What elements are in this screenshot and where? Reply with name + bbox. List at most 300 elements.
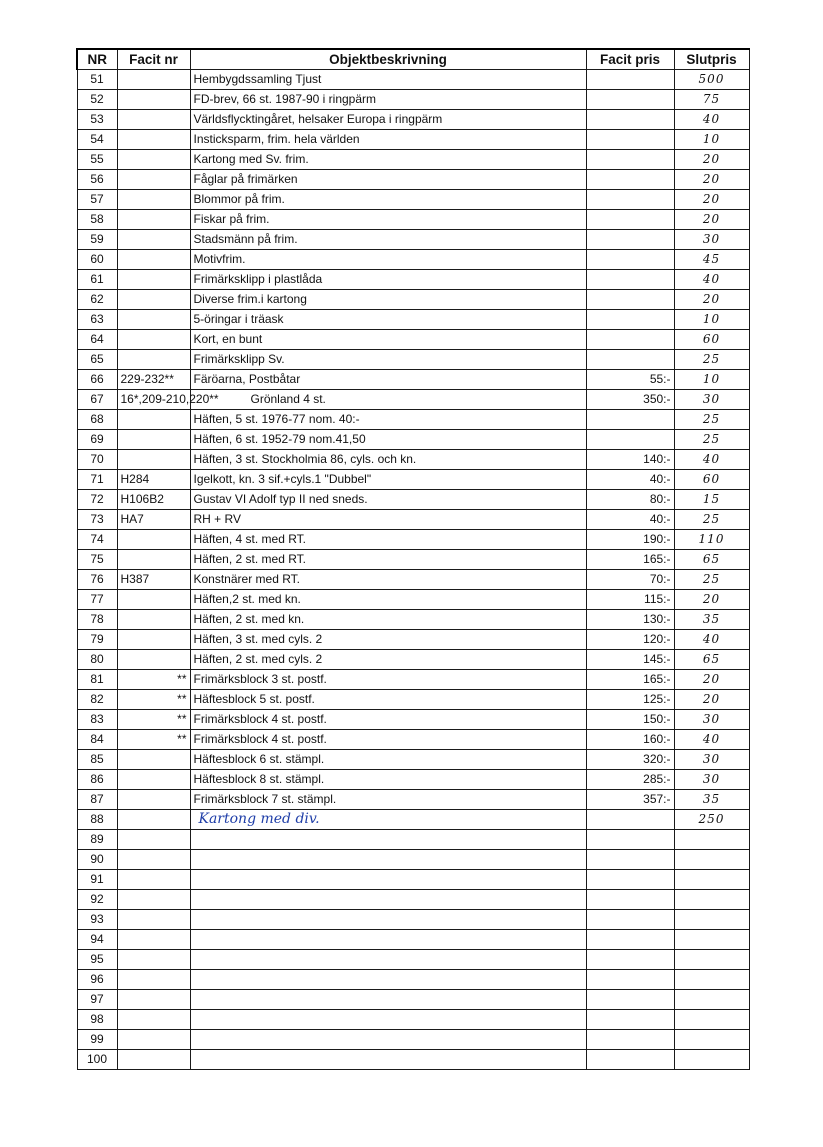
row-facit-pris xyxy=(586,110,674,130)
row-facit-nr: ** xyxy=(117,710,190,730)
row-facit-pris: 150:- xyxy=(586,710,674,730)
row-facit-nr xyxy=(117,830,190,850)
row-nr: 63 xyxy=(77,310,117,330)
table-row xyxy=(77,650,749,670)
row-facit-nr xyxy=(117,1030,190,1050)
table-row xyxy=(77,170,749,190)
row-description: 5-öringar i träask xyxy=(190,310,586,330)
row-nr: 53 xyxy=(77,110,117,130)
table-row xyxy=(77,270,749,290)
row-slutpris: 30 xyxy=(674,230,749,250)
row-slutpris xyxy=(674,870,749,890)
table-row xyxy=(77,790,749,810)
row-facit-pris: 140:- xyxy=(586,450,674,470)
row-nr: 55 xyxy=(77,150,117,170)
row-facit-nr xyxy=(117,430,190,450)
row-description: Fåglar på frimärken xyxy=(190,170,586,190)
row-description: Häften, 2 st. med kn. xyxy=(190,610,586,630)
table-row xyxy=(77,1050,749,1070)
row-description xyxy=(190,850,586,870)
row-nr: 85 xyxy=(77,750,117,770)
row-slutpris: 40 xyxy=(674,450,749,470)
row-facit-nr xyxy=(117,350,190,370)
row-description xyxy=(190,870,586,890)
table-row xyxy=(77,210,749,230)
row-description: Häftesblock 5 st. postf. xyxy=(190,690,586,710)
table-row xyxy=(77,610,749,630)
row-facit-pris xyxy=(586,810,674,830)
row-facit-pris xyxy=(586,850,674,870)
row-slutpris xyxy=(674,1050,749,1070)
row-nr: 70 xyxy=(77,450,117,470)
row-facit-pris xyxy=(586,210,674,230)
row-facit-nr xyxy=(117,190,190,210)
row-nr: 76 xyxy=(77,570,117,590)
row-nr: 75 xyxy=(77,550,117,570)
row-facit-pris xyxy=(586,230,674,250)
row-facit-pris: 130:- xyxy=(586,610,674,630)
table-row xyxy=(77,290,749,310)
table-row xyxy=(77,550,749,570)
table-row xyxy=(77,950,749,970)
row-nr: 73 xyxy=(77,510,117,530)
row-slutpris: 20 xyxy=(674,150,749,170)
row-description: Stadsmänn på frim. xyxy=(190,230,586,250)
table-row xyxy=(77,390,749,410)
row-nr: 64 xyxy=(77,330,117,350)
row-slutpris: 60 xyxy=(674,330,749,350)
table-row xyxy=(77,590,749,610)
row-slutpris: 30 xyxy=(674,710,749,730)
row-slutpris: 10 xyxy=(674,310,749,330)
row-description: Motivfrim. xyxy=(190,250,586,270)
row-facit-nr xyxy=(117,130,190,150)
row-nr: 100 xyxy=(77,1050,117,1070)
row-facit-pris xyxy=(586,1010,674,1030)
row-slutpris xyxy=(674,1030,749,1050)
row-facit-nr xyxy=(117,950,190,970)
row-slutpris: 45 xyxy=(674,250,749,270)
row-nr: 99 xyxy=(77,1030,117,1050)
row-facit-nr xyxy=(117,910,190,930)
row-facit-pris xyxy=(586,350,674,370)
row-description: Fiskar på frim. xyxy=(190,210,586,230)
row-description: Frimärksblock 3 st. postf. xyxy=(190,670,586,690)
row-description: Blommor på frim. xyxy=(190,190,586,210)
row-slutpris: 10 xyxy=(674,130,749,150)
table-body xyxy=(77,70,749,1070)
row-description: Insticksparm, frim. hela världen xyxy=(190,130,586,150)
row-facit-nr xyxy=(117,410,190,430)
row-description: Häftesblock 8 st. stämpl. xyxy=(190,770,586,790)
row-description xyxy=(190,990,586,1010)
row-facit-pris xyxy=(586,190,674,210)
row-facit-nr xyxy=(117,330,190,350)
row-nr: 84 xyxy=(77,730,117,750)
row-nr: 96 xyxy=(77,970,117,990)
row-facit-nr xyxy=(117,290,190,310)
row-slutpris xyxy=(674,950,749,970)
row-facit-nr xyxy=(117,890,190,910)
row-description: Världsflycktingåret, helsaker Europa i ringpärm xyxy=(190,110,586,130)
table-row xyxy=(77,190,749,210)
row-facit-pris: 165:- xyxy=(586,550,674,570)
table-row xyxy=(77,90,749,110)
row-description: Konstnärer med RT. xyxy=(190,570,586,590)
row-facit-pris xyxy=(586,910,674,930)
row-facit-nr: 229-232** xyxy=(117,370,190,390)
header-objektbeskrivning: Objektbeskrivning xyxy=(190,49,586,70)
row-description: Häften, 5 st. 1976-77 nom. 40:- xyxy=(190,410,586,430)
row-nr: 59 xyxy=(77,230,117,250)
row-nr: 90 xyxy=(77,850,117,870)
row-slutpris: 25 xyxy=(674,410,749,430)
row-description xyxy=(190,1030,586,1050)
row-slutpris xyxy=(674,890,749,910)
table-row xyxy=(77,710,749,730)
row-slutpris xyxy=(674,990,749,1010)
table-row xyxy=(77,830,749,850)
header-nr: NR xyxy=(77,49,117,70)
row-facit-nr xyxy=(117,750,190,770)
row-slutpris: 75 xyxy=(674,90,749,110)
table-row xyxy=(77,370,749,390)
row-facit-nr xyxy=(117,530,190,550)
row-facit-pris: 55:- xyxy=(586,370,674,390)
row-nr: 51 xyxy=(77,70,117,90)
row-slutpris: 35 xyxy=(674,610,749,630)
row-slutpris: 20 xyxy=(674,170,749,190)
table-row xyxy=(77,250,749,270)
row-description: Häften,2 st. med kn. xyxy=(190,590,586,610)
row-nr: 91 xyxy=(77,870,117,890)
table-row xyxy=(77,110,749,130)
row-description xyxy=(190,890,586,910)
row-nr: 60 xyxy=(77,250,117,270)
row-description xyxy=(190,1010,586,1030)
row-facit-nr: H387 xyxy=(117,570,190,590)
row-facit-pris xyxy=(586,930,674,950)
row-slutpris: 30 xyxy=(674,770,749,790)
table-row xyxy=(77,570,749,590)
row-facit-nr xyxy=(117,110,190,130)
table-row xyxy=(77,230,749,250)
row-description: Häften, 4 st. med RT. xyxy=(190,530,586,550)
row-slutpris: 20 xyxy=(674,190,749,210)
row-slutpris: 40 xyxy=(674,270,749,290)
row-slutpris: 25 xyxy=(674,570,749,590)
row-facit-pris xyxy=(586,330,674,350)
row-nr: 74 xyxy=(77,530,117,550)
row-nr: 71 xyxy=(77,470,117,490)
row-facit-pris xyxy=(586,150,674,170)
table-row xyxy=(77,150,749,170)
row-nr: 86 xyxy=(77,770,117,790)
row-facit-nr xyxy=(117,810,190,830)
row-facit-pris: 320:- xyxy=(586,750,674,770)
row-facit-pris xyxy=(586,990,674,1010)
row-facit-nr xyxy=(117,230,190,250)
row-description: Hembygdssamling Tjust xyxy=(190,70,586,90)
row-nr: 77 xyxy=(77,590,117,610)
row-description: Häften, 3 st. med cyls. 2 xyxy=(190,630,586,650)
row-nr: 98 xyxy=(77,1010,117,1030)
row-slutpris: 20 xyxy=(674,290,749,310)
row-slutpris: 250 xyxy=(674,810,749,830)
row-nr: 88 xyxy=(77,810,117,830)
row-nr: 68 xyxy=(77,410,117,430)
row-facit-nr xyxy=(117,790,190,810)
row-facit-pris: 165:- xyxy=(586,670,674,690)
table-row xyxy=(77,1030,749,1050)
row-description: Häften, 2 st. med cyls. 2 xyxy=(190,650,586,670)
header-facit-pris: Facit pris xyxy=(586,49,674,70)
row-facit-nr xyxy=(117,1010,190,1030)
table-row xyxy=(77,530,749,550)
row-nr: 67 xyxy=(77,390,117,410)
row-facit-pris xyxy=(586,130,674,150)
row-description xyxy=(190,910,586,930)
row-nr: 66 xyxy=(77,370,117,390)
row-facit-pris: 80:- xyxy=(586,490,674,510)
row-description: Frimärksblock 4 st. postf. xyxy=(190,710,586,730)
table-row xyxy=(77,510,749,530)
row-slutpris xyxy=(674,930,749,950)
row-slutpris: 10 xyxy=(674,370,749,390)
row-facit-pris xyxy=(586,90,674,110)
row-facit-nr xyxy=(117,990,190,1010)
row-slutpris: 25 xyxy=(674,430,749,450)
table-row xyxy=(77,770,749,790)
row-facit-nr: ** xyxy=(117,690,190,710)
row-description: Frimärksklipp i plastlåda xyxy=(190,270,586,290)
row-facit-nr: ** xyxy=(117,670,190,690)
row-nr: 56 xyxy=(77,170,117,190)
row-slutpris: 20 xyxy=(674,690,749,710)
row-slutpris xyxy=(674,970,749,990)
row-description: Häften, 2 st. med RT. xyxy=(190,550,586,570)
table-row xyxy=(77,330,749,350)
row-facit-pris xyxy=(586,410,674,430)
row-nr: 94 xyxy=(77,930,117,950)
row-facit-nr xyxy=(117,550,190,570)
row-nr: 95 xyxy=(77,950,117,970)
row-facit-nr xyxy=(117,270,190,290)
row-facit-pris: 145:- xyxy=(586,650,674,670)
header-slutpris: Slutpris xyxy=(674,49,749,70)
row-facit-pris: 357:- xyxy=(586,790,674,810)
row-description xyxy=(190,950,586,970)
row-nr: 97 xyxy=(77,990,117,1010)
table-row xyxy=(77,730,749,750)
row-facit-nr xyxy=(117,90,190,110)
row-facit-pris: 40:- xyxy=(586,510,674,530)
row-slutpris: 60 xyxy=(674,470,749,490)
row-facit-nr xyxy=(117,170,190,190)
row-description: FD-brev, 66 st. 1987-90 i ringpärm xyxy=(190,90,586,110)
row-slutpris xyxy=(674,850,749,870)
row-facit-nr xyxy=(117,770,190,790)
row-description: Färöarna, Postbåtar xyxy=(190,370,586,390)
row-description: Frimärksblock 4 st. postf. xyxy=(190,730,586,750)
row-slutpris: 40 xyxy=(674,630,749,650)
row-nr: 81 xyxy=(77,670,117,690)
row-facit-nr xyxy=(117,850,190,870)
row-slutpris: 25 xyxy=(674,510,749,530)
row-slutpris: 20 xyxy=(674,210,749,230)
row-facit-pris xyxy=(586,890,674,910)
row-description xyxy=(190,970,586,990)
row-nr: 62 xyxy=(77,290,117,310)
row-facit-nr: H284 xyxy=(117,470,190,490)
table-row xyxy=(77,490,749,510)
row-facit-nr: 16*,209-210,220** xyxy=(117,390,190,410)
row-facit-nr: ** xyxy=(117,730,190,750)
row-nr: 54 xyxy=(77,130,117,150)
row-facit-nr xyxy=(117,630,190,650)
row-description xyxy=(190,930,586,950)
row-facit-nr xyxy=(117,310,190,330)
row-description: Häften, 3 st. Stockholmia 86, cyls. och kn. xyxy=(190,450,586,470)
row-slutpris: 30 xyxy=(674,750,749,770)
row-slutpris: 15 xyxy=(674,490,749,510)
row-facit-pris: 120:- xyxy=(586,630,674,650)
row-facit-pris: 125:- xyxy=(586,690,674,710)
row-nr: 79 xyxy=(77,630,117,650)
row-facit-nr xyxy=(117,970,190,990)
row-facit-nr xyxy=(117,610,190,630)
row-nr: 61 xyxy=(77,270,117,290)
table-row xyxy=(77,630,749,650)
table-row xyxy=(77,470,749,490)
row-slutpris: 65 xyxy=(674,550,749,570)
row-facit-nr xyxy=(117,70,190,90)
row-facit-nr xyxy=(117,930,190,950)
table-row xyxy=(77,890,749,910)
row-nr: 78 xyxy=(77,610,117,630)
row-nr: 92 xyxy=(77,890,117,910)
row-description: Frimärksblock 7 st. stämpl. xyxy=(190,790,586,810)
row-facit-pris xyxy=(586,430,674,450)
row-description: Igelkott, kn. 3 sif.+cyls.1 "Dubbel" xyxy=(190,470,586,490)
row-facit-pris xyxy=(586,70,674,90)
table-row xyxy=(77,310,749,330)
header-row xyxy=(77,49,749,70)
table-row xyxy=(77,750,749,770)
row-slutpris: 65 xyxy=(674,650,749,670)
row-description: Grönland 4 st. xyxy=(190,390,586,410)
row-facit-pris: 190:- xyxy=(586,530,674,550)
table-row xyxy=(77,990,749,1010)
row-description: Kartong med Sv. frim. xyxy=(190,150,586,170)
row-facit-pris xyxy=(586,250,674,270)
row-facit-nr xyxy=(117,1050,190,1070)
row-facit-pris xyxy=(586,970,674,990)
row-nr: 69 xyxy=(77,430,117,450)
row-slutpris: 40 xyxy=(674,730,749,750)
row-description xyxy=(190,830,586,850)
row-facit-pris: 40:- xyxy=(586,470,674,490)
table-row xyxy=(77,870,749,890)
table-row xyxy=(77,690,749,710)
row-nr: 57 xyxy=(77,190,117,210)
table-row xyxy=(77,350,749,370)
row-description: Gustav VI Adolf typ II ned sneds. xyxy=(190,490,586,510)
row-facit-nr: HA7 xyxy=(117,510,190,530)
row-description: Frimärksklipp Sv. xyxy=(190,350,586,370)
table-row xyxy=(77,670,749,690)
row-facit-pris: 115:- xyxy=(586,590,674,610)
row-nr: 65 xyxy=(77,350,117,370)
row-description: Kort, en bunt xyxy=(190,330,586,350)
row-facit-pris xyxy=(586,270,674,290)
table-row xyxy=(77,910,749,930)
row-description: Kartong med div. xyxy=(190,810,586,830)
row-slutpris: 110 xyxy=(674,530,749,550)
row-slutpris: 35 xyxy=(674,790,749,810)
row-slutpris: 30 xyxy=(674,390,749,410)
row-nr: 89 xyxy=(77,830,117,850)
row-nr: 82 xyxy=(77,690,117,710)
row-facit-pris xyxy=(586,870,674,890)
row-facit-pris xyxy=(586,830,674,850)
header-facit-nr: Facit nr xyxy=(117,49,190,70)
table-row xyxy=(77,930,749,950)
row-facit-pris xyxy=(586,290,674,310)
row-slutpris: 20 xyxy=(674,590,749,610)
row-description: Häften, 6 st. 1952-79 nom.41,50 xyxy=(190,430,586,450)
row-description xyxy=(190,1050,586,1070)
row-facit-pris xyxy=(586,950,674,970)
table-row xyxy=(77,850,749,870)
row-nr: 93 xyxy=(77,910,117,930)
table-row xyxy=(77,1010,749,1030)
row-slutpris: 25 xyxy=(674,350,749,370)
row-description: Häftesblock 6 st. stämpl. xyxy=(190,750,586,770)
row-slutpris xyxy=(674,1010,749,1030)
row-facit-nr xyxy=(117,450,190,470)
row-slutpris: 500 xyxy=(674,70,749,90)
row-facit-pris: 285:- xyxy=(586,770,674,790)
table-row xyxy=(77,450,749,470)
row-facit-nr xyxy=(117,210,190,230)
row-slutpris xyxy=(674,910,749,930)
row-nr: 80 xyxy=(77,650,117,670)
table-row xyxy=(77,130,749,150)
table-row xyxy=(77,430,749,450)
row-nr: 87 xyxy=(77,790,117,810)
row-facit-nr: H106B2 xyxy=(117,490,190,510)
row-slutpris: 40 xyxy=(674,110,749,130)
row-facit-nr xyxy=(117,590,190,610)
row-facit-nr xyxy=(117,250,190,270)
row-description: Diverse frim.i kartong xyxy=(190,290,586,310)
row-nr: 52 xyxy=(77,90,117,110)
table-row xyxy=(77,410,749,430)
row-facit-pris: 70:- xyxy=(586,570,674,590)
table-row xyxy=(77,810,749,830)
row-nr: 83 xyxy=(77,710,117,730)
row-facit-pris xyxy=(586,1050,674,1070)
table-row xyxy=(77,970,749,990)
row-facit-nr xyxy=(117,650,190,670)
row-facit-nr xyxy=(117,150,190,170)
row-description: RH + RV xyxy=(190,510,586,530)
row-slutpris: 20 xyxy=(674,670,749,690)
row-facit-pris xyxy=(586,170,674,190)
row-nr: 72 xyxy=(77,490,117,510)
table-row xyxy=(77,70,749,90)
